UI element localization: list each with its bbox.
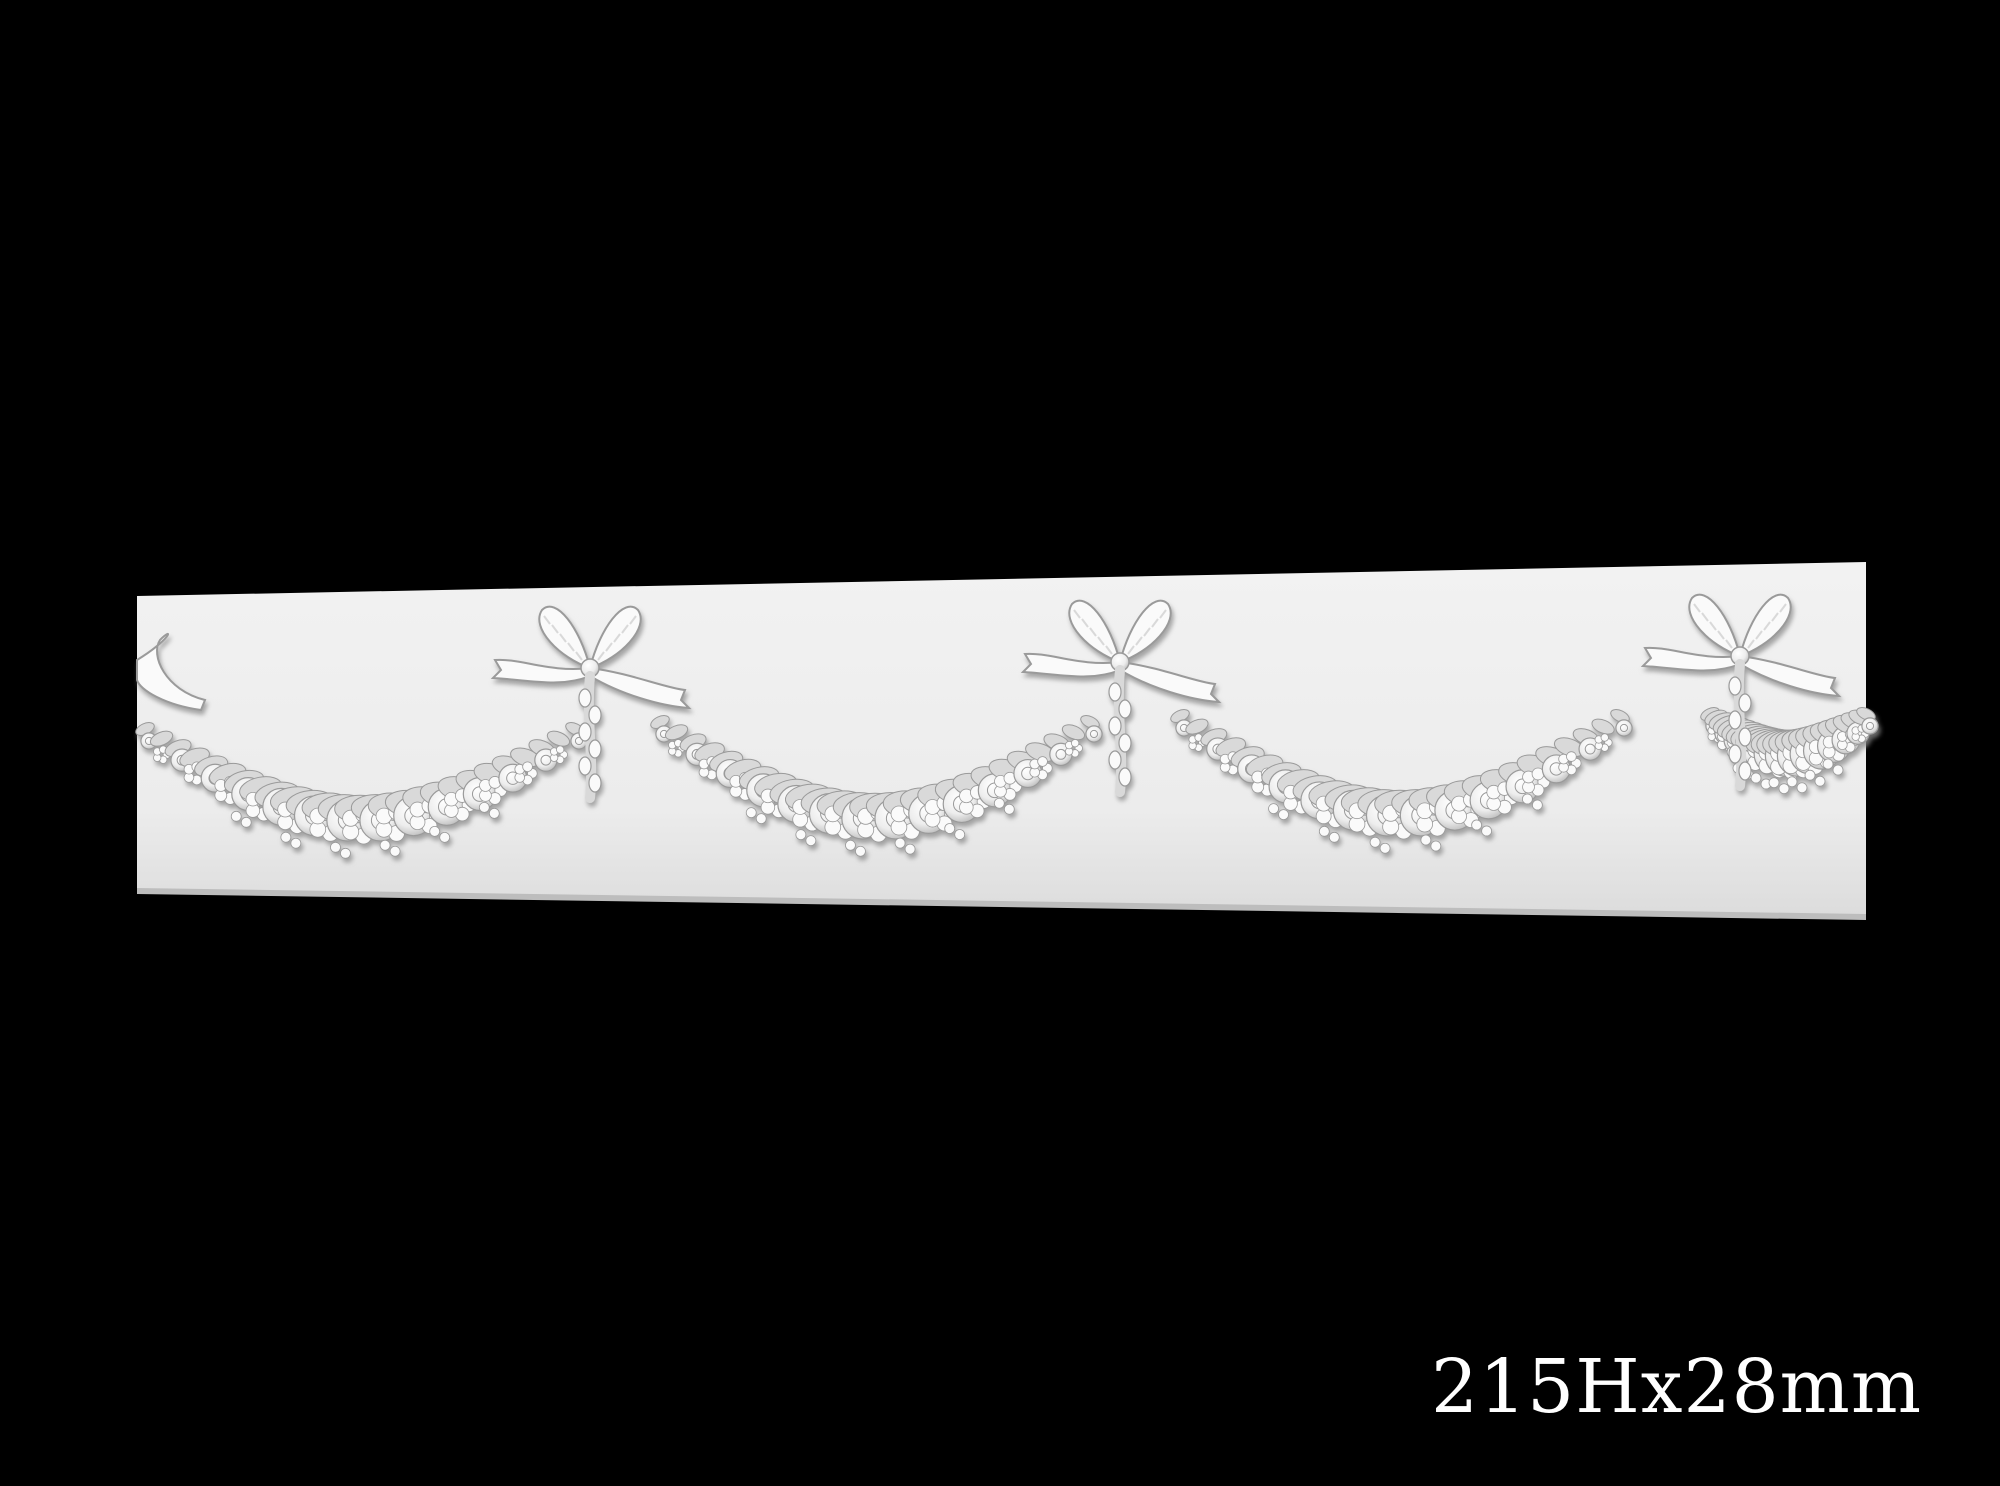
swag-berry (440, 832, 450, 842)
swag-berry (1482, 826, 1492, 836)
pendant-bud (589, 774, 601, 792)
swag-berry (796, 830, 806, 840)
swag-berry (241, 817, 251, 827)
pendant-bud (1109, 751, 1121, 769)
swag-rose (1862, 718, 1878, 734)
pendant-bud (1119, 768, 1131, 786)
swag-berry (1004, 804, 1014, 814)
swag-berry (994, 798, 1004, 808)
swag-berry (1532, 800, 1542, 810)
pendant-bud (1119, 734, 1131, 752)
swag-berry (479, 802, 489, 812)
pendant-bud (579, 757, 591, 775)
swag-flower-petal (1567, 752, 1577, 762)
pendant-bud (579, 689, 591, 707)
pendant-bud (589, 706, 601, 724)
swag-berry (1751, 773, 1761, 783)
swag-berry (1805, 770, 1815, 780)
swag-rose (1616, 720, 1632, 736)
swag-flower-petal (1038, 757, 1048, 767)
swag-berry (1472, 820, 1482, 830)
swag-berry (1279, 810, 1289, 820)
swag-berry (330, 842, 340, 852)
swag-berry (945, 823, 955, 833)
pendant-bud (1739, 762, 1751, 780)
pendant-bud (589, 740, 601, 758)
swag-berry (806, 836, 816, 846)
swag-berry (291, 838, 301, 848)
swag-berry (845, 840, 855, 850)
swag-berry (1421, 835, 1431, 845)
swag-berry (1329, 832, 1339, 842)
swag-flower-petal (523, 762, 533, 772)
pendant-bud (1109, 717, 1121, 735)
swag-berry (1370, 837, 1380, 847)
pendant-bud (1739, 728, 1751, 746)
swag-berry (380, 840, 390, 850)
swag-berry (1787, 777, 1797, 787)
swag-berry (746, 808, 756, 818)
swag-berry (1269, 804, 1279, 814)
swag-berry (1833, 765, 1843, 775)
pendant-bud (1729, 677, 1741, 695)
swag-berry (390, 846, 400, 856)
swag-berry (340, 848, 350, 858)
swag-berry (1823, 759, 1833, 769)
swag-berry (1769, 778, 1779, 788)
pendant-bud (1729, 745, 1741, 763)
swag-berry (905, 844, 915, 854)
pendant-bud (1739, 694, 1751, 712)
swag-berry (281, 832, 291, 842)
swag-flower-petal (1601, 734, 1608, 741)
dimension-caption: 215Hx28mm (1430, 1344, 1922, 1430)
swag-flower-petal (1071, 739, 1078, 746)
swag-berry (955, 829, 965, 839)
swag-berry (895, 838, 905, 848)
pendant-bud (1109, 683, 1121, 701)
swag-berry (756, 814, 766, 824)
swag-rose (1086, 726, 1102, 742)
swag-berry (1319, 826, 1329, 836)
swag-berry (1797, 783, 1807, 793)
swag-berry (430, 826, 440, 836)
swag-berry (1522, 794, 1532, 804)
swag-berry (1779, 784, 1789, 794)
swag-berry (489, 808, 499, 818)
pendant-bud (1119, 700, 1131, 718)
pendant-bud (1729, 711, 1741, 729)
swag-berry (1380, 843, 1390, 853)
swag-berry (1815, 776, 1825, 786)
swag-flower-petal (556, 746, 563, 753)
swag-berry (1431, 841, 1441, 851)
swag-berry (231, 811, 241, 821)
pendant-bud (579, 723, 591, 741)
swag-berry (855, 846, 865, 856)
